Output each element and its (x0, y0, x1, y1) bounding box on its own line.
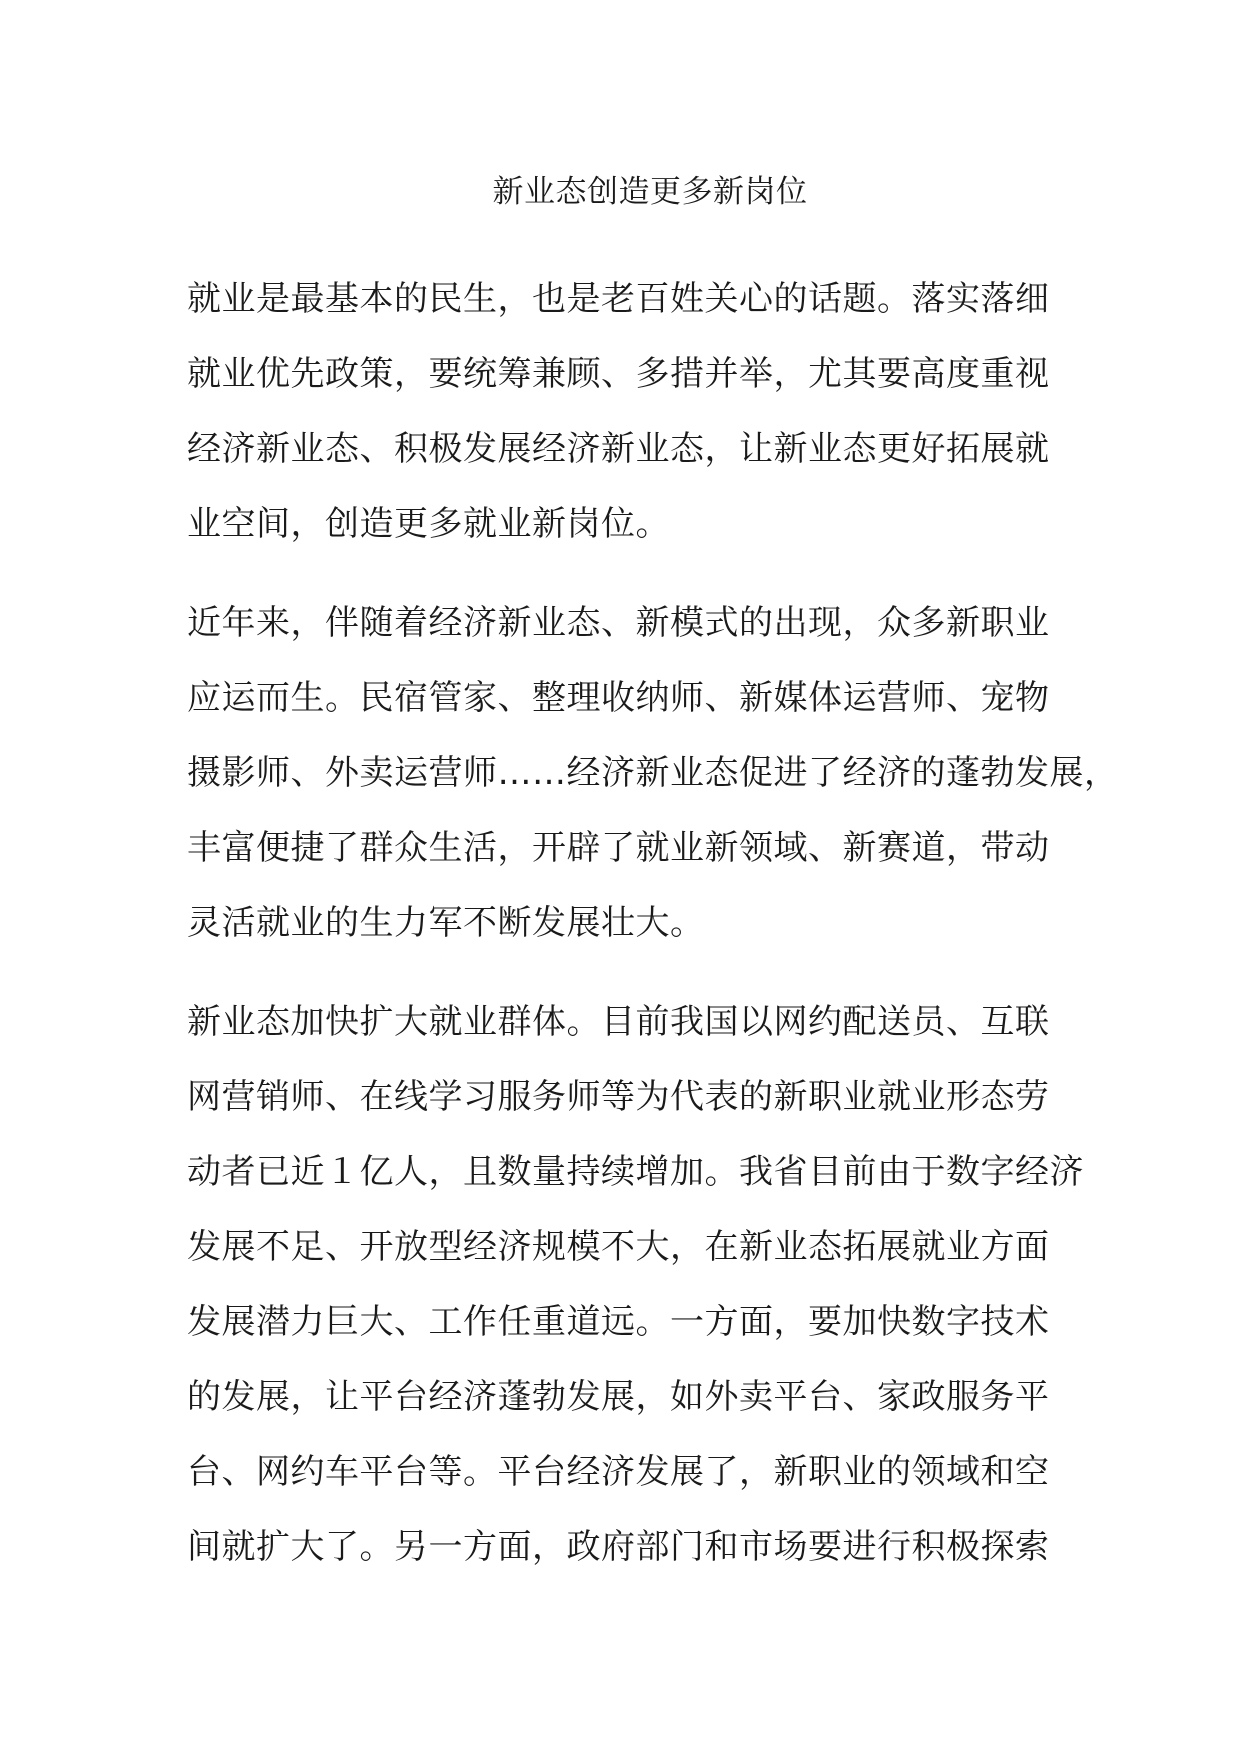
text-line: 近年来，伴随着经济新业态、新模式的出现，众多新职业 (187, 603, 1050, 643)
text-line: 摄影师、外卖运营师……经济新业态促进了经济的蓬勃发展， (187, 753, 1119, 793)
text-line: 就业优先政策，要统筹兼顾、多措并举，尤其要高度重视 (187, 354, 1050, 394)
text-line: 的发展，让平台经济蓬勃发展，如外卖平台、家政服务平 (187, 1377, 1050, 1417)
paragraph-1 (187, 262, 1067, 562)
document-title: 新业态创造更多新岗位 (492, 174, 808, 210)
text-line: 台、网约车平台等。平台经济发展了，新职业的领域和空 (187, 1452, 1050, 1492)
text-line: 应运而生。民宿管家、整理收纳师、新媒体运营师、宠物 (187, 678, 1050, 718)
paragraph-2 (187, 586, 1119, 961)
paragraph-3 (187, 985, 1084, 1585)
text-line: 动者已近１亿人，且数量持续增加。我省目前由于数字经济 (187, 1152, 1084, 1192)
text-line: 业空间，创造更多就业新岗位。 (187, 504, 670, 544)
text-line: 灵活就业的生力军不断发展壮大。 (187, 903, 705, 943)
text-line: 发展潜力巨大、工作任重道远。一方面，要加快数字技术 (187, 1302, 1050, 1342)
text-line: 间就扩大了。另一方面，政府部门和市场要进行积极探索 (187, 1527, 1050, 1567)
text-line: 就业是最基本的民生，也是老百姓关心的话题。落实落细 (187, 279, 1050, 319)
document-body (187, 262, 1119, 1609)
text-line: 网营销师、在线学习服务师等为代表的新职业就业形态劳 (187, 1077, 1050, 1117)
text-line: 丰富便捷了群众生活，开辟了就业新领域、新赛道，带动 (187, 828, 1050, 868)
text-line: 新业态加快扩大就业群体。目前我国以网约配送员、互联 (187, 1002, 1050, 1042)
text-line: 发展不足、开放型经济规模不大，在新业态拓展就业方面 (187, 1227, 1050, 1267)
text-line: 经济新业态、积极发展经济新业态，让新业态更好拓展就 (187, 429, 1050, 469)
